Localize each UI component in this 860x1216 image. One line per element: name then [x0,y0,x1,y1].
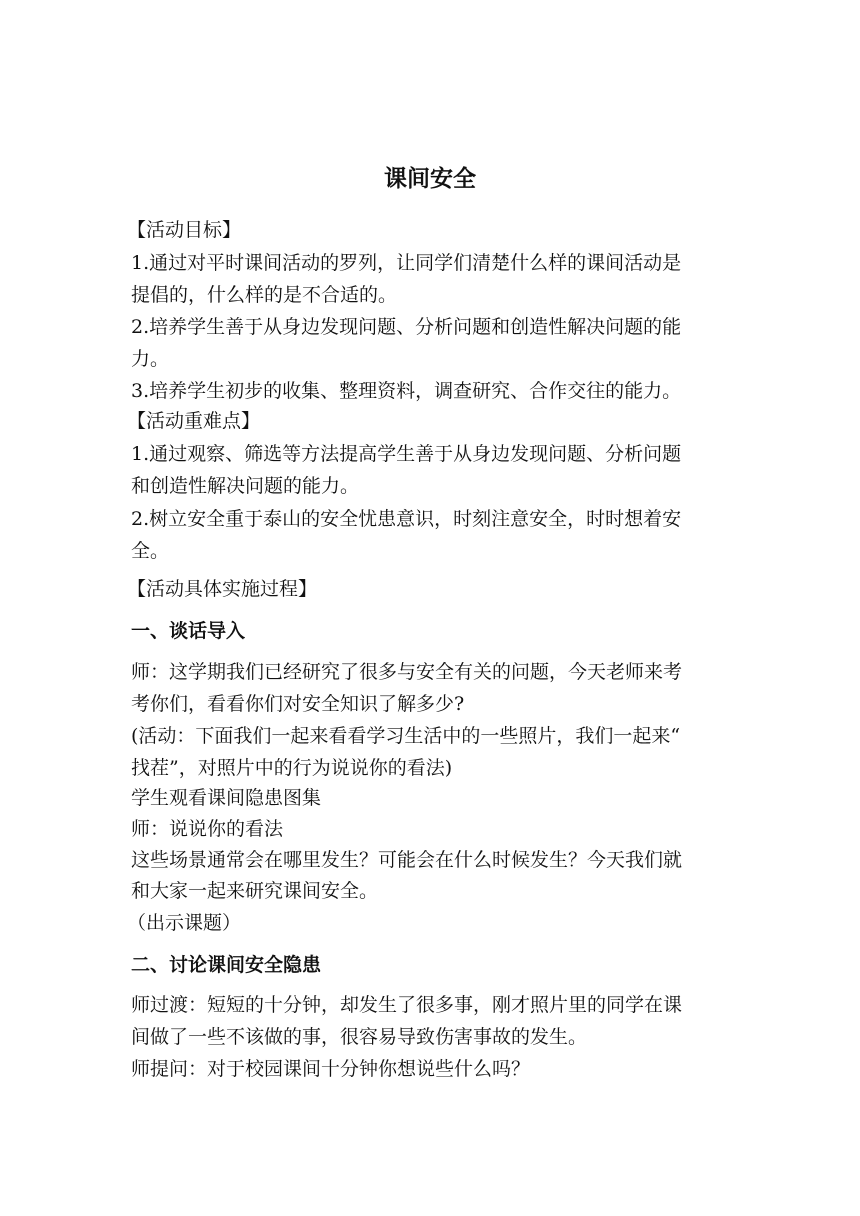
section-heading-key-points: 【活动重难点】 [127,410,261,432]
section-heading-objectives: 【活动目标】 [127,219,242,241]
heading-intro: 一、谈话导入 [131,620,246,642]
paragraph-line: 师过渡：短短的十分钟，却发生了很多事，刚才照片里的同学在课 [131,994,683,1016]
paragraph-line: 和大家一起来研究课间安全。 [131,880,379,902]
paragraph-line: 间做了一些不该做的事，很容易导致伤害事故的发生。 [131,1026,588,1048]
section-heading-process: 【活动具体实施过程】 [127,578,318,600]
paragraph-line: 考你们，看看你们对安全知识了解多少? [131,693,465,715]
paragraph-line: 力。 [131,348,170,370]
paragraph-line: 1.通过对平时课间活动的罗列，让同学们清楚什么样的课间活动是 [131,252,682,274]
paragraph-line: 2.培养学生善于从身边发现问题、分析问题和创造性解决问题的能 [131,316,682,338]
paragraph-line: 学生观看课间隐患图集 [131,787,322,809]
paragraph-line: 和创造性解决问题的能力。 [131,475,360,497]
paragraph-line: 师：这学期我们已经研究了很多与安全有关的问题，今天老师来考 [131,661,683,683]
paragraph-line: 提倡的，什么样的是不合适的。 [131,284,398,306]
paragraph-line: （出示课题） [127,912,242,934]
paragraph-line: 师：说说你的看法 [131,818,284,840]
paragraph-line: (活动：下面我们一起来看看学习生活中的一些照片，我们一起来“ [131,725,681,747]
paragraph-line: 全。 [131,540,170,562]
heading-discussion: 二、讨论课间安全隐患 [131,954,322,976]
document-title: 课间安全 [384,166,476,192]
paragraph-line: 2.树立安全重于泰山的安全忧患意识，时刻注意安全，时时想着安 [131,508,682,530]
paragraph-line: 1.通过观察、筛选等方法提高学生善于从身边发现问题、分析问题 [131,443,682,465]
paragraph-line: 找茬”，对照片中的行为说说你的看法) [131,757,453,779]
paragraph-line: 师提问：对于校园课间十分钟你想说些什么吗？ [131,1058,531,1080]
paragraph-line: 这些场景通常会在哪里发生？可能会在什么时候发生？今天我们就 [131,849,683,871]
paragraph-line: 3.培养学生初步的收集、整理资料，调查研究、合作交往的能力。 [131,380,682,402]
